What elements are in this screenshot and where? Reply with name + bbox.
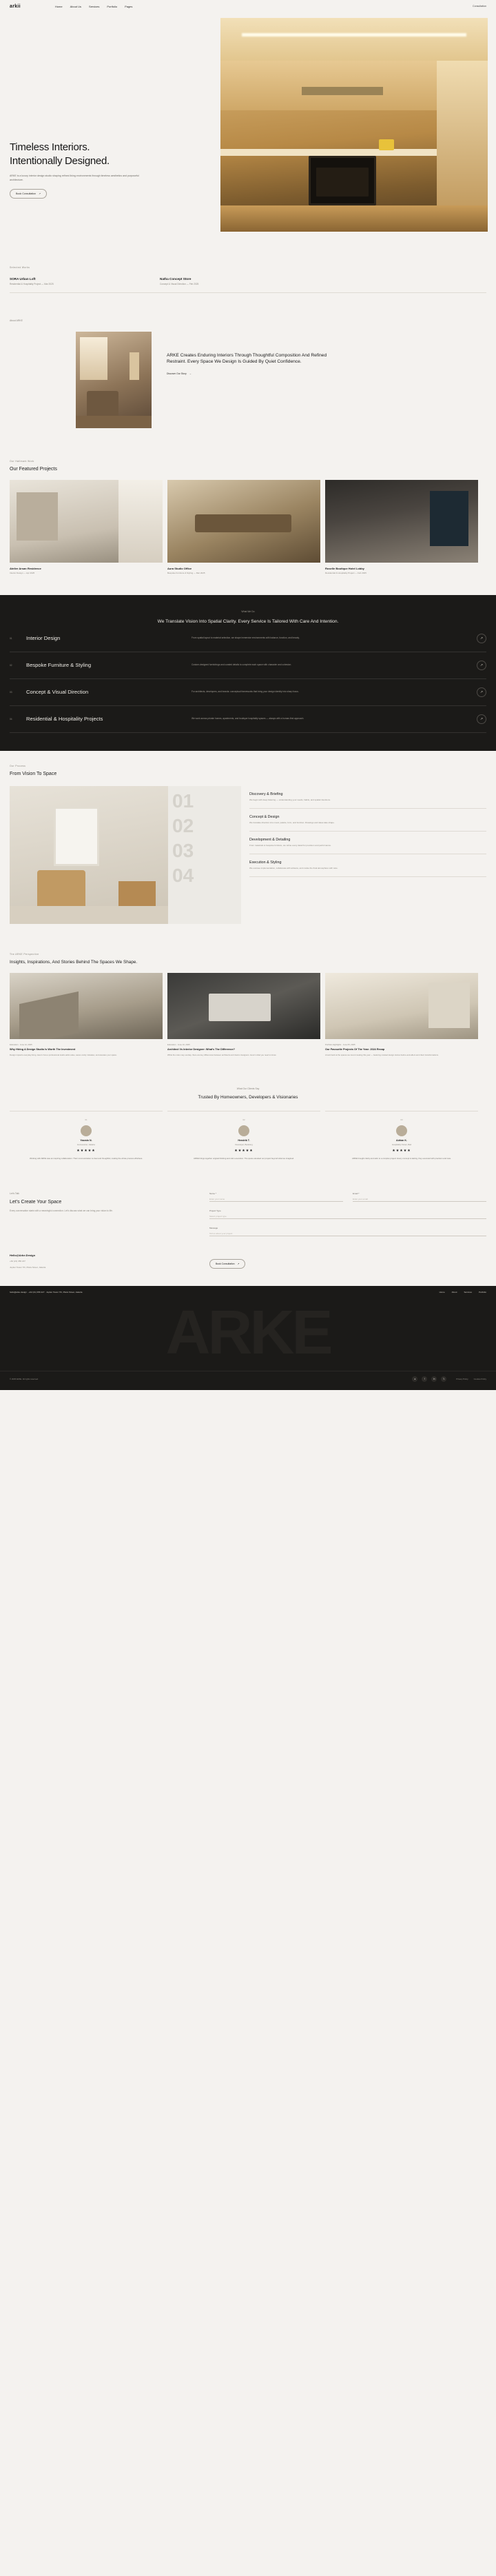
featured-projects-section (0, 449, 496, 595)
email-input[interactable]: Enter your email (353, 1195, 486, 1202)
about-interior-image (76, 332, 152, 428)
featured-heading: Our Featured Projects (10, 466, 57, 472)
service-description: We work across private homes, apartments, and boutique hospitality spaces — always with a human-first approach. (192, 717, 304, 720)
nav-item-about[interactable]: About Us (70, 4, 82, 8)
footer-links (440, 1291, 486, 1294)
list-item[interactable] (10, 480, 163, 574)
service-row-bespoke-furniture[interactable] (10, 652, 486, 679)
insights-label: The ARKE Perspective (10, 952, 39, 956)
post-title: Our Favourite Projects Of The Year: 2024 Recap (325, 1047, 385, 1051)
about-label: About ARKE (10, 319, 23, 322)
project-meta: Residential & Hospitality Project — Feb 2025 (325, 571, 366, 574)
star-rating-icon: ★★★★★ (234, 1148, 254, 1153)
contact-top (10, 1192, 486, 1244)
process-label: Our Process (10, 764, 26, 767)
list-item[interactable] (325, 480, 478, 574)
form-row-name-email (209, 1192, 486, 1209)
list-item (325, 1111, 478, 1160)
footer-bottom-bar (0, 1371, 496, 1390)
field-project-type-label: Project Type (209, 1209, 221, 1212)
range-hood-detail (302, 87, 383, 95)
top-navbar (0, 0, 496, 12)
nav-links (55, 5, 133, 8)
project-name: Roselle Boutique Hotel Lobby (325, 566, 364, 570)
arrow-up-right-icon[interactable]: ↗ (477, 714, 486, 724)
testimonial-role: Developer, Bandung (235, 1143, 253, 1146)
floor-detail (10, 906, 168, 924)
studio-phone[interactable]: +62 (21) 356 227 (10, 1260, 25, 1262)
divider (10, 292, 486, 293)
post-image (167, 973, 320, 1039)
project-name: Aura Studio Office (167, 566, 192, 570)
discover-story-label: Discover Our Story (167, 372, 187, 376)
hero-kitchen-image (220, 18, 488, 232)
service-number: 02 (10, 663, 12, 667)
post-title: Architect Vs Interior Designer: What's The Difference? (167, 1047, 235, 1051)
project-image (167, 480, 320, 563)
process-number: 02 (172, 814, 194, 836)
services-section (0, 595, 496, 751)
work-title: Natha Concept Store (160, 277, 192, 281)
field-message-label: Message (209, 1227, 218, 1229)
post-image (325, 973, 478, 1039)
testimonial-role: Hospitality Owner, Bali (392, 1143, 411, 1146)
social-icons (412, 1376, 446, 1382)
step-desc: From materials to bespoke furniture, we refine every detail for precision and performance. (249, 843, 331, 847)
hero-book-consultation-button[interactable] (10, 189, 47, 199)
testimonial-number: 03 (400, 1118, 403, 1121)
process-number: 03 (172, 839, 194, 861)
hero-copy (10, 141, 209, 199)
book-consultation-label: Book Consultation (216, 1262, 235, 1265)
services-heading: We Translate Vision Into Spatial Clarity. Every Service Is Tailored With Care And Intention. (157, 618, 339, 624)
floor-detail (76, 416, 152, 428)
facebook-icon[interactable]: f (422, 1376, 427, 1382)
process-number: 04 (172, 864, 194, 886)
process-content (10, 786, 486, 924)
selected-works-section (0, 247, 496, 305)
contact-label: Let's Talk (10, 1192, 19, 1195)
floor-detail (220, 205, 488, 232)
lamp-detail (130, 352, 139, 380)
service-title: Interior Design (26, 634, 61, 641)
insights-section (0, 940, 496, 1075)
field-name-label: Name * (209, 1192, 217, 1195)
service-row-residential-hospitality[interactable] (10, 706, 486, 733)
testimonial-name: Adrian K. (396, 1138, 407, 1142)
testimonial-number: 02 (242, 1118, 245, 1121)
testimonial-quote: Working with ARKE was an inspiring collaboration. Their communication is clear and thoughtful, making the whole process effortless. (29, 1156, 143, 1160)
contact-form (209, 1192, 486, 1244)
footer-wordmark: ARKE (0, 1298, 496, 1371)
list-item[interactable] (10, 973, 163, 1057)
service-row-interior-design[interactable] (10, 625, 486, 652)
services-label: What We Do (241, 610, 255, 613)
list-item (167, 1111, 320, 1160)
project-meta: Bespoke Furniture & Styling — Mar 2025 (167, 571, 205, 574)
service-number: 04 (10, 717, 12, 721)
contact-copy (10, 1192, 182, 1244)
project-type-select[interactable]: Select project type (209, 1212, 486, 1219)
about-section (0, 305, 496, 449)
project-meta: Interior Design — Apr 2025 (10, 571, 35, 574)
studio-info (10, 1254, 182, 1269)
avatar (81, 1125, 92, 1136)
list-item (10, 1111, 163, 1160)
contact-submit-wrap (209, 1254, 245, 1269)
testimonials-grid (10, 1111, 486, 1160)
hero-title-line2: Intentionally Designed. (10, 154, 110, 167)
post-meta: Portfolio Highlights · June 05, 2025 (325, 1043, 355, 1046)
testimonials-section (0, 1075, 496, 1178)
star-rating-icon: ★★★★★ (392, 1148, 411, 1153)
arrow-up-right-icon: ↗ (39, 192, 41, 195)
cookies-policy-link[interactable]: Cookies Policy (473, 1378, 486, 1381)
post-excerpt: A look back at the spaces we loved creating this year — featuring curated design stories before-and-afters and client transformations. (325, 1054, 439, 1057)
list-item[interactable] (167, 480, 320, 574)
field-message (209, 1227, 486, 1236)
footer-contact-line: hello@arke.design · +62 (21) 356 227 · Jupiter Tower 7th, Plaza Street, Jakarta (10, 1291, 83, 1294)
privacy-policy-link[interactable]: Privacy Policy (456, 1378, 468, 1381)
ceiling-light-detail (220, 18, 488, 61)
project-image (10, 480, 163, 563)
process-interior-image (10, 786, 168, 924)
name-input[interactable]: Enter your name (209, 1195, 343, 1202)
post-excerpt: While the roles may overlap, there are key differences between architects and interior designers. Here's what you need to know. (167, 1054, 277, 1057)
nav-consultation-link[interactable]: Consultation (473, 5, 486, 8)
process-steps (241, 786, 486, 924)
discover-story-link[interactable] (167, 372, 192, 375)
contact-heading: Let's Create Your Space (10, 1200, 62, 1205)
service-description: For architects, developers, and brands: conceptual frameworks that bring your design identity into sharp focus. (192, 690, 299, 693)
step-desc: We oversee implementation, collaborate with artisans, and curate the final atmosphere with care. (249, 867, 338, 869)
footer-link-about[interactable]: About (451, 1291, 457, 1294)
linkedin-icon[interactable]: in (431, 1376, 437, 1382)
work-meta: Residential & Hospitality Project — Mar 2025 (10, 283, 54, 285)
nav-item-portfolio[interactable]: Portfolio (107, 4, 118, 8)
arrow-up-right-icon[interactable]: ↗ (477, 634, 486, 643)
step-title: Development & Detailing (249, 837, 291, 842)
testimonial-role: Homeowner, Jakarta (77, 1143, 95, 1146)
studio-email[interactable]: Hello@Arke.Design (10, 1254, 36, 1257)
picture-frame-detail (54, 807, 99, 866)
post-excerpt: Design impacts everyday living. Here's how a professional studio adds value, saves costly mistakes, and elevates your space. (10, 1054, 117, 1057)
avatar (238, 1125, 249, 1136)
step-desc: We begin with deep listening — understanding your needs, habits, and spatial intentions. (249, 798, 331, 801)
brand-logo[interactable]: arkii (10, 3, 21, 9)
service-title: Residential & Hospitality Projects (26, 715, 103, 722)
post-meta: Education · June 10, 2025 (167, 1043, 190, 1046)
service-number: 03 (10, 690, 12, 694)
testimonial-number: 01 (85, 1118, 87, 1121)
featured-grid (10, 480, 486, 574)
hero-section (0, 12, 496, 247)
process-section (0, 751, 496, 940)
arrow-up-right-icon[interactable]: ↗ (477, 661, 486, 670)
service-description: Custom-designed furnishings and curated details to complete each space with character and cohesion. (192, 663, 292, 666)
list-item[interactable] (325, 973, 478, 1057)
process-number-column (168, 786, 241, 924)
message-input[interactable]: Tell us about your project (209, 1229, 486, 1236)
contact-paragraph: Every conversation starts with a meaningful connection. Let's discuss what we can bring your vision to life. (10, 1209, 113, 1212)
process-heading: From Vision To Space (10, 771, 57, 776)
field-name (209, 1192, 343, 1202)
selected-works-list (10, 277, 486, 285)
step-title: Concept & Design (249, 814, 280, 819)
contact-section (0, 1178, 496, 1286)
nav-item-pages[interactable]: Pages (125, 4, 133, 8)
post-meta: Education · June 12, 2025 (10, 1043, 32, 1046)
post-image (10, 973, 163, 1039)
x-twitter-icon[interactable]: 𝕏 (441, 1376, 446, 1382)
field-email (353, 1192, 486, 1202)
selected-works-label: Selected Works (10, 266, 30, 269)
testimonial-quote: ARKE brought clarity and calm to a complex project. Every concept is lasting, they executed with precision and care. (352, 1156, 451, 1160)
hero-button-label: Book Consultation (16, 192, 37, 195)
yellow-object-detail (379, 139, 394, 150)
nav-item-services[interactable]: Services (89, 4, 100, 8)
service-title: Bespoke Furniture & Styling (26, 661, 92, 668)
services-header (10, 610, 486, 625)
right-panel-detail (437, 61, 488, 205)
service-title: Concept & Visual Direction (26, 688, 89, 695)
nav-item-home[interactable]: Home (54, 4, 63, 8)
arrow-right-icon: → (189, 372, 192, 376)
arrow-up-right-icon: ↗ (237, 1262, 240, 1265)
studio-address: Jupiter Tower 7th, Plaza Street, Jakarta (10, 1266, 46, 1269)
chair-detail (37, 870, 85, 912)
contact-bottom (10, 1254, 486, 1269)
about-content (10, 332, 486, 428)
post-title: Why Hiring A Design Studio Is Worth The Investment (10, 1047, 76, 1051)
work-meta: Concept & Visual Direction — Feb 2025 (160, 283, 199, 285)
avatar (396, 1125, 407, 1136)
list-item[interactable] (167, 973, 320, 1057)
footer-link-home[interactable]: Home (439, 1291, 445, 1294)
insights-grid (10, 973, 486, 1057)
instagram-icon[interactable]: ● (412, 1376, 417, 1382)
footer-link-services[interactable]: Services (464, 1291, 472, 1294)
book-consultation-button[interactable] (209, 1259, 245, 1269)
footer-link-portfolio[interactable]: Portfolio (478, 1291, 486, 1294)
list-item[interactable] (160, 277, 277, 285)
step-title: Execution & Styling (249, 861, 282, 865)
testimonial-quote: ARKE brings together original thinking and calm execution. The space elevated our project beyond what we imagined. (194, 1156, 294, 1160)
process-number: 01 (172, 789, 194, 812)
project-name: Atelier Arsan Residence (10, 566, 41, 570)
list-item (249, 786, 486, 809)
list-item[interactable] (10, 277, 127, 285)
testimonials-heading: Trusted By Homeowners, Developers & Visionaries (198, 1094, 298, 1100)
legal-links (456, 1378, 486, 1380)
star-rating-icon: ★★★★★ (76, 1148, 96, 1153)
list-item (249, 854, 486, 877)
project-image (325, 480, 478, 563)
list-item (249, 832, 486, 854)
insights-heading: Insights, Inspirations, And Stories Behind The Spaces We Shape. (10, 959, 138, 965)
oven-detail (309, 156, 376, 205)
about-heading: ARKE Creates Enduring Interiors Through Thoughtful Composition And Refined Restraint. Every Space We Design Is Guided By Quiet Confidence. (167, 352, 327, 365)
field-email-label: Email * (353, 1192, 360, 1195)
testimonials-label: What Our Clients Say (236, 1087, 260, 1090)
service-row-concept-visual[interactable] (10, 679, 486, 706)
window-detail (80, 337, 107, 380)
about-text (167, 332, 339, 379)
testimonial-name: Hendrik T. (238, 1138, 250, 1142)
field-project-type (209, 1209, 486, 1219)
hero-title-line1: Timeless Interiors. (10, 141, 90, 153)
service-number: 01 (10, 636, 12, 640)
featured-label: Our Hallmark Work (10, 459, 34, 463)
work-title: SORA Urban Loft (10, 277, 36, 281)
step-desc: We translate direction into mood, palette, form, and function. Drawings and ideas take shape. (249, 821, 335, 824)
service-description: From spatial layout to material selection, we shape immersive environments with balance, function, and beauty. (192, 636, 300, 639)
copyright-text: © 2025 ARKE. All rights reserved. (10, 1378, 39, 1381)
hero-subtitle: ARKE is a luxury interior design studio shaping refined living environments through timeless aesthetics and purposeful architecture. (10, 174, 139, 181)
list-item (249, 809, 486, 832)
table-detail (118, 881, 156, 909)
footer-contact-bar (0, 1286, 496, 1298)
testimonial-name: Yasmin N. (80, 1138, 92, 1142)
step-title: Discovery & Briefing (249, 792, 283, 796)
arrow-up-right-icon[interactable]: ↗ (477, 687, 486, 697)
